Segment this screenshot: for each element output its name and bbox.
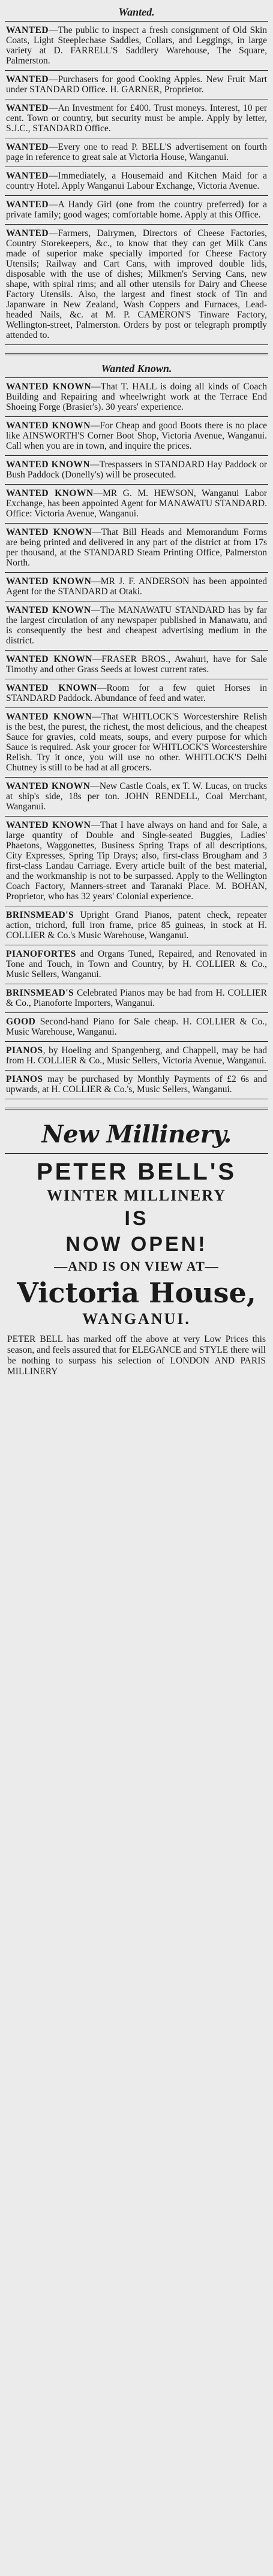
wanted-ad: [5, 99, 268, 138]
ad-body-text: Upright Grand Pianos, patent check, repeater action, trichord, full iron frame, price 85 guineas, in stock at H. COLLIER & Co.'s Music Warehouse, Wanganui.: [6, 910, 267, 941]
ad-lead-word: WANTED: [6, 228, 49, 238]
ad-lead-word: WANTED: [6, 199, 49, 210]
millinery-line-2: WINTER MILLINERY: [46, 1187, 227, 1204]
ad-lead-word: WANTED KNOWN: [6, 576, 92, 586]
ad-lead-word: WANTED KNOWN: [6, 820, 91, 830]
section-divider: [5, 353, 268, 355]
wanted-section-title: Wanted.: [5, 2, 268, 22]
wanted_known-ad: [5, 378, 268, 417]
wanted_known-ad: [5, 456, 268, 485]
ad-body-text: —Purchasers for good Cooking Apples. New Fruit Mart under STANDARD Office. H. GARNER, Proprietor.: [6, 74, 267, 95]
ad-body-text: —The MANAWATU STANDARD has by far the largest circulation of any newspaper published in Manawatu, and is consequently the best and cheapest advertising medium in the district.: [6, 605, 267, 646]
ad-lead-word: WANTED: [6, 74, 49, 84]
ad-body-text: —That Bill Heads and Memorandum Forms are being printed and delivered in any part of the district at from 17s per thousand, at the STANDARD Steam Printing Office, Palmerston North.: [6, 527, 267, 568]
wanted_known-ad: [5, 778, 268, 817]
ad-body-text: —That I have always on hand and for Sale, a large quantity of Double and Single-seated Buggies, Ladies' Phaetons, Waggonettes, Business Spring Traps of all descriptions, City Expresses, Spring Tip Drays; also, first-class Brougham and 3 first-class Landau Carriage. Every article built of the best material, and the workmanship is not to be surpassed. Apply to the Wellington Coach Factory, Manners-street and Taranaki Place. M. BOHAN, Proprietor, who has 32 years' Colonial experience.: [6, 820, 267, 902]
wanted_known-ad: [5, 817, 268, 906]
wanted_known-ad: [5, 945, 268, 984]
divider: [5, 1153, 268, 1154]
millinery-heading: New Millinery.: [41, 1120, 232, 1148]
ad-body-text: may be purchased by Monthly Payments of £2 6s and upwards, at H. COLLIER & Co.'s, Music Sellers, Wanganui.: [6, 1074, 267, 1095]
ad-lead-word: WANTED KNOWN: [6, 605, 91, 615]
millinery-body-text: PETER BELL has marked off the above at very Low Prices this season, and feels assured that for ELEGANCE and STYLE there will be nothing to surpass his selection of LONDON AND PARIS MILLINERY: [7, 1334, 266, 1377]
ad-body-text: —MR G. M. HEWSON, Wanganui Labor Exchange, has been appointed Agent for MANAWATU STANDARD. Office: Victoria Avenue, Wanganui.: [6, 488, 268, 519]
ad-body-text: —Room for a few quiet Horses in STANDARD Paddock. Abundance of feed and water.: [6, 683, 267, 703]
store-name: Victoria House,: [17, 1277, 256, 1309]
ad-body-text: Second-hand Piano for Sale cheap. H. COLLIER & Co., Music Warehouse, Wanganui.: [6, 1017, 267, 1037]
wanted_known-ad: [5, 524, 268, 573]
wanted-known-section-title: Wanted Known.: [5, 359, 268, 378]
wanted-ad: [5, 225, 268, 345]
wanted_known-ad: [5, 984, 268, 1013]
wanted_known-ad: [5, 417, 268, 456]
wanted_known-ad: [5, 1013, 268, 1042]
ad-lead-word: PIANOS: [6, 1045, 43, 1056]
millinery-advertisement: [5, 1113, 268, 1377]
ad-body-text: —A Handy Girl (one from the country preferred) for a private family; good wages; comfortable home. Apply at this Office.: [6, 199, 267, 220]
wanted_known-ad: [5, 601, 268, 651]
ad-body-text: —FRASER BROS., Awahuri, have for Sale Timothy and other Grass Seeds at lowest current rates.: [6, 654, 267, 675]
ad-lead-word: BRINSMEAD'S: [6, 988, 74, 998]
ad-body-text: Celebrated Pianos may be had from H. COLLIER & Co., Pianoforte Importers, Wanganui.: [6, 988, 267, 1008]
wanted_known-ad: [5, 708, 268, 778]
wanted_known-ad: [5, 906, 268, 945]
ad-lead-word: WANTED: [6, 171, 49, 181]
ad-lead-word: WANTED KNOWN: [6, 459, 91, 470]
ad-body-text: and Organs Tuned, Repaired, and Renovated in Tone and Touch, in Town and Country, by H. COLLIER & Co., Music Sellers, Wanganui.: [6, 949, 267, 979]
wanted-ad: [5, 196, 268, 225]
wanted-ads-list: [5, 22, 268, 345]
ad-lead-word: WANTED: [6, 103, 49, 113]
wanted-ad: [5, 71, 268, 99]
section-divider: [5, 1108, 268, 1109]
wanted-ad: [5, 167, 268, 196]
millinery-line-4: NOW OPEN!: [65, 1233, 208, 1256]
ad-lead-word: PIANOS: [6, 1074, 43, 1084]
ad-lead-word: GOOD: [6, 1017, 36, 1027]
ad-body-text: —MR J. F. ANDERSON has been appointed Agent for the STANDARD at Otaki.: [6, 576, 267, 597]
wanted_known-ad: [5, 573, 268, 601]
ad-body-text: —An Investment for £400. Trust moneys. Interest, 10 per cent. Town or country, but security must be ample. Apply by letter, S.J.C., STANDARD Office.: [6, 103, 267, 134]
wanted-ad: [5, 22, 268, 71]
ad-lead-word: WANTED KNOWN: [6, 488, 94, 498]
ad-body-text: —New Castle Coals, ex T. W. Lucas, on trucks at ship's side, 18s per ton. JOHN RENDELL, Coal Merchant, Wanganui.: [6, 781, 267, 812]
advertiser-name: PETER BELL'S: [36, 1159, 237, 1185]
ad-lead-word: WANTED KNOWN: [6, 527, 92, 537]
ad-lead-word: WANTED: [6, 142, 49, 152]
ad-body-text: —For Cheap and good Boots there is no place like AINSWORTH'S Corner Boot Shop, Victoria Avenue, Wanganui. Call when you are in town, and inquire the prices.: [6, 421, 268, 451]
ad-body-text: , by Hoeling and Spangenberg, and Chappell, may be had from H. COLLIER & Co., Music Sellers, Victoria Avenue, Wanganui.: [6, 1045, 267, 1066]
ad-lead-word: WANTED KNOWN: [6, 781, 91, 791]
ad-lead-word: BRINSMEAD'S: [6, 910, 74, 920]
ad-lead-word: WANTED: [6, 25, 49, 35]
ad-body-text: —Immediately, a Housemaid and Kitchen Maid for a country Hotel. Apply Wanganui Labour Exchange, Victoria Avenue.: [6, 171, 267, 191]
wanted_known-ad: [5, 679, 268, 708]
ad-lead-word: PIANOFORTES: [6, 949, 76, 959]
ad-body-text: —Trespassers in STANDARD Hay Paddock or Bush Paddock (Donelly's) will be prosecuted.: [6, 459, 267, 480]
ad-lead-word: WANTED KNOWN: [6, 654, 92, 664]
ad-body-text: —The public to inspect a fresh consignment of Old Skin Coats, Light Steeplechase Saddles, Collars, and Leggings, in large variety at D. FARRELL'S Saddlery Warehouse, The Square, Palmerston.: [6, 25, 267, 66]
store-town: WANGANUI.: [82, 1310, 191, 1328]
ad-body-text: —That WHITLOCK'S Worcestershire Relish is the best, the purest, the richest, the most delicious, and the cheapest Sauce for gravies, cold meats, soups, and every purpose for which Sauce is required. Ask your grocer for WHITLOCK'S Worcestershire Relish. Try it once, you will use no other. WHITLOCK'S Delhi Chutney is still to be had at all grocers.: [6, 712, 267, 773]
ad-body-text: —Farmers, Dairymen, Directors of Cheese Factories, Country Storekeepers, &c., to know that they can get Milk Cans made of superior make specially imported for Cheese Factory Utensils; Railway and Cart Cans, with improved double lids, disposable with the use of dishes; Milkmen's Serving Cans, new shape, with spiral rims; and all other utensils for Dairy and Cheese Factory Utensils. Also, the largest and finest stock of Tin and Japanware in New Zealand, Wash Coppers and Furnaces, Lead-headed Nails, &c. at M. P. CAMERON'S Tinware Factory, Wellington-street, Palmerston. Orders by post or telegraph promptly attended to.: [6, 228, 267, 340]
ad-body-text: —Every one to read P. BELL'S advertisement on fourth page in reference to great sale at Victoria House, Wanganui.: [6, 142, 267, 162]
ad-lead-word: WANTED KNOWN: [6, 382, 92, 392]
wanted_known-ad: [5, 1042, 268, 1071]
wanted_known-ad: [5, 1071, 268, 1099]
wanted_known-ad: [5, 651, 268, 679]
ad-lead-word: WANTED KNOWN: [6, 421, 91, 431]
ad-body-text: —That T. HALL is doing all kinds of Coach Building and Repairing and wheelwright work at the Terrace End Shoeing Forge (Brasier's). 30 years' experience.: [6, 382, 267, 412]
wanted-known-ads-list: [5, 378, 268, 1099]
wanted_known-ad: [5, 485, 268, 524]
ad-lead-word: WANTED KNOWN: [6, 683, 97, 693]
ad-lead-word: WANTED KNOWN: [6, 712, 92, 722]
wanted-ad: [5, 138, 268, 167]
millinery-line-3: IS: [124, 1207, 149, 1230]
millinery-line-5: —AND IS ON VIEW AT—: [54, 1259, 219, 1274]
